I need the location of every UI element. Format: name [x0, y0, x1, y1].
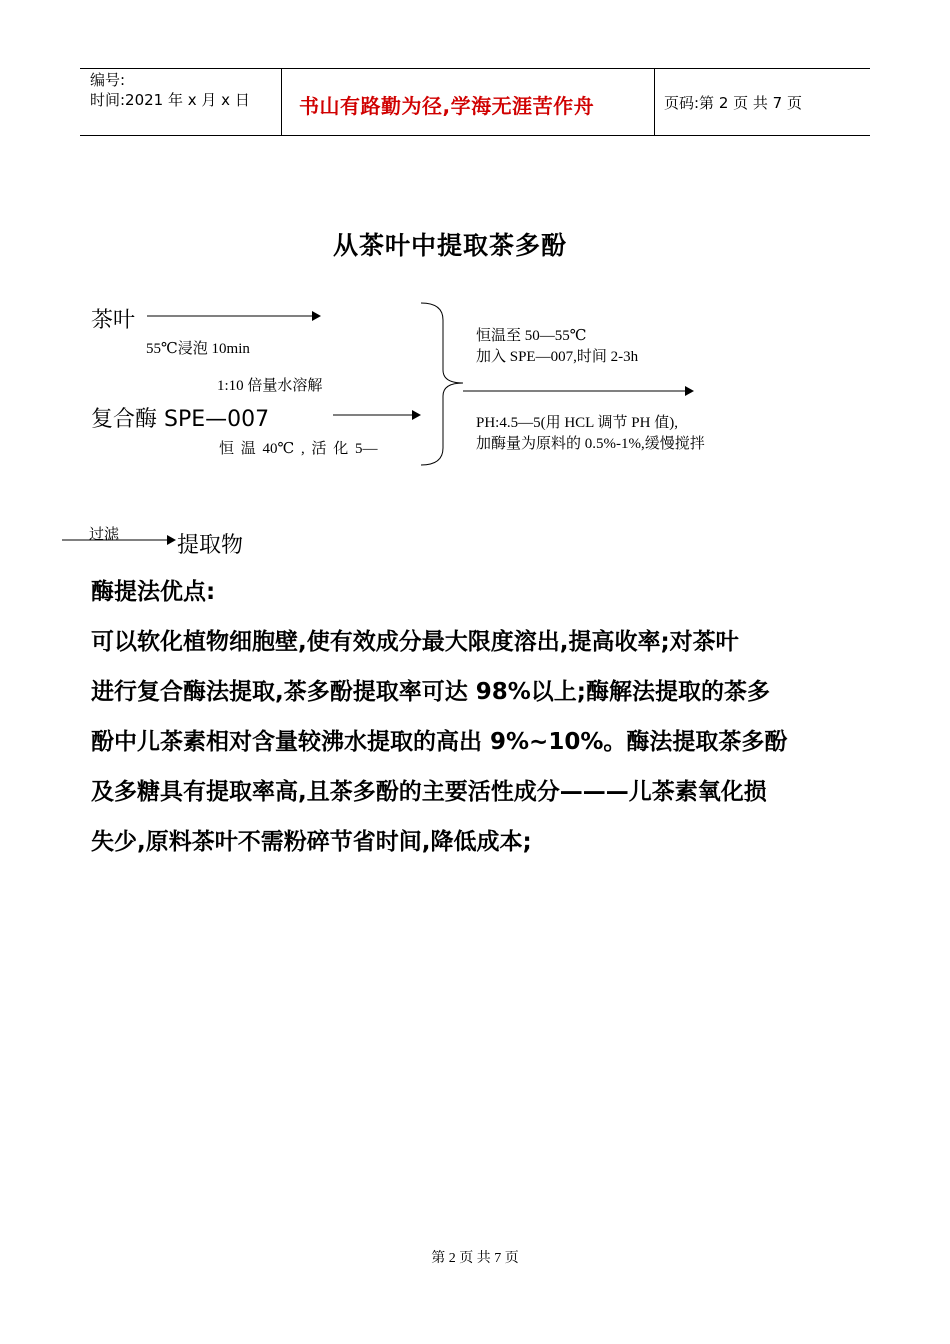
flow-diagram-lines	[0, 0, 950, 600]
arrow-main-head	[685, 386, 694, 396]
flow-condition-3: PH:4.5—5(用 HCL 调节 PH 值),	[476, 415, 678, 431]
section-line: 可以软化植物细胞壁,使有效成分最大限度溶出,提高收率;对茶叶	[91, 629, 739, 655]
flow-condition-1: 恒温至 50—55℃	[476, 328, 587, 344]
document-number-label: 编号:	[90, 71, 126, 89]
flow-enzyme-label: 复合酶 SPE—007	[91, 407, 270, 432]
section-line: 失少,原料茶叶不需粉碎节省时间,降低成本;	[91, 829, 532, 855]
section-line: 进行复合酶法提取,茶多酚提取率可达 98%以上;酶解法提取的茶多	[91, 679, 770, 705]
flow-condition-2: 加入 SPE—007,时间 2-3h	[476, 349, 639, 365]
page-title: 从茶叶中提取茶多酚	[332, 231, 567, 260]
arrow-enzyme-head	[412, 410, 421, 420]
header-motto: 书山有路勤为径,学海无涯苦作舟	[299, 94, 595, 118]
flow-enzyme-note: 恒 温 40℃ , 活 化 5—	[219, 441, 378, 457]
section-heading: 酶提法优点:	[91, 579, 216, 605]
flow-ratio-note: 1:10 倍量水溶解	[217, 378, 323, 394]
arrow-filter-head	[167, 535, 176, 545]
section-line: 酚中儿茶素相对含量较沸水提取的高出 9%~10%。酶法提取茶多酚	[91, 729, 788, 755]
arrow-tea-head	[312, 311, 321, 321]
section-body	[91, 617, 881, 867]
flow-condition-4: 加酶量为原料的 0.5%-1%,缓慢搅拌	[476, 436, 705, 452]
flow-product-label: 提取物	[177, 533, 244, 558]
flow-tea-label: 茶叶	[91, 308, 136, 333]
flow-tea-note: 55℃浸泡 10min	[146, 341, 250, 357]
document-date: 时间:2021 年 x 月 x 日	[90, 91, 250, 109]
brace	[421, 303, 463, 465]
header-page-info: 页码:第 2 页 共 7 页	[664, 94, 802, 112]
flow-filter-label: 过滤	[89, 527, 120, 543]
page-footer: 第 2 页 共 7 页	[431, 1251, 519, 1266]
section-line: 及多糖具有提取率高,且茶多酚的主要活性成分———儿茶素氧化损	[91, 779, 767, 805]
